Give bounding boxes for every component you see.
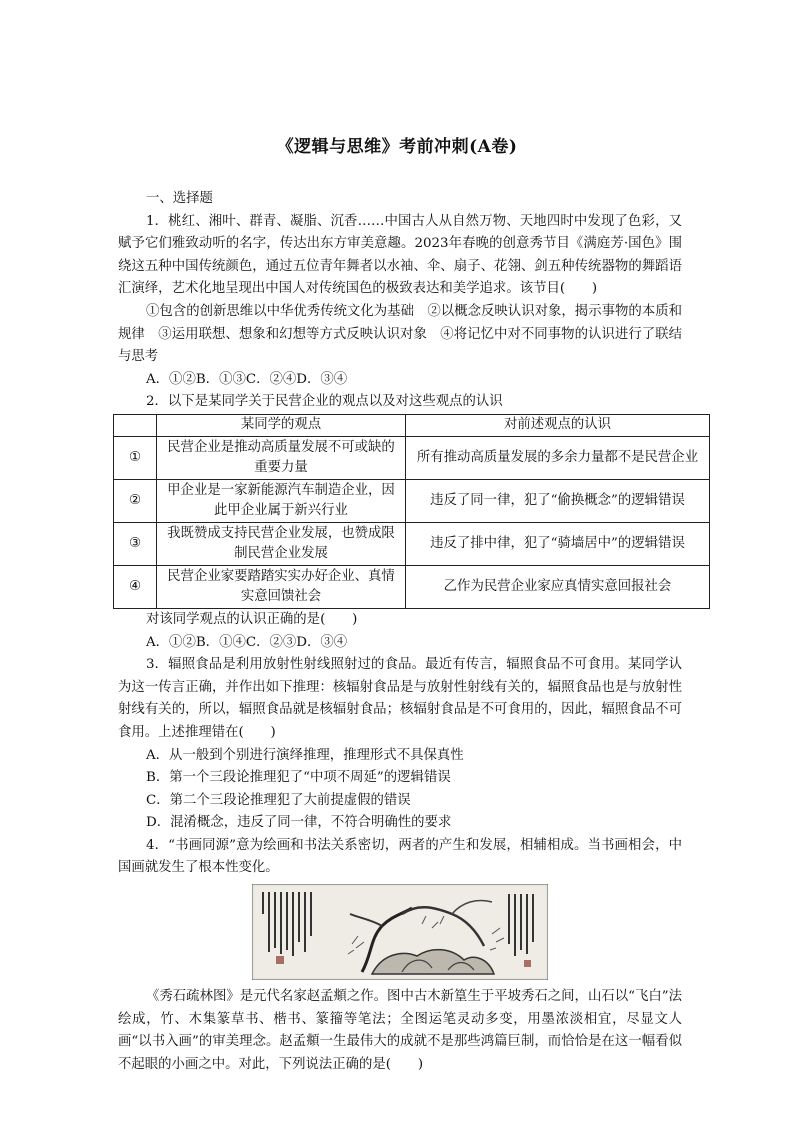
row-number: ④ [114, 565, 157, 608]
row-comment: 所有推动高质量发展的多余力量都不是民营企业 [406, 436, 710, 479]
question-4-caption: 《秀石疏林图》是元代名家赵孟頫之作。图中古木新篁生于平坡秀石之间，山石以“飞白”法绘成，竹、木集篆草书、楷书、篆籀等笔法；全图运笔灵动多变，用墨浓淡相宜，尽显文人画“以书入画”的审美理念。赵孟頫一生最伟大的成就不是那些鸿篇巨制，而恰恰是在这一幅看似不起眼的小画之中。对此，下列说法正确的是( ) [118, 989, 682, 1072]
question-2-options: A．①②B．①④C．②③D．③④ [146, 634, 348, 650]
row-comment: 违反了同一律，犯了“偷换概念”的逻辑错误 [406, 479, 710, 522]
question-3-option-b: B．第一个三段论推理犯了“中项不周延”的逻辑错误 [146, 770, 451, 786]
question-1-options: A．①②B．①③C．②④D．③④ [146, 371, 348, 387]
document-body [118, 188, 699, 1076]
row-view: 甲企业是一家新能源汽车制造企业，因此甲企业属于新兴行业 [157, 479, 406, 522]
question-2-table [113, 414, 710, 609]
question-2-stem: 2．以下是某同学关于民营企业的观点以及对这些观点的认识 [146, 394, 503, 410]
table-header-comment: 对前述观点的认识 [406, 414, 710, 436]
question-3-option-d: D．混淆概念，违反了同一律，不符合明确性的要求 [146, 815, 452, 831]
question-2-prompt: 对该同学观点的认识正确的是( ) [146, 611, 358, 627]
table-row [114, 479, 710, 522]
question-1-stem: 1．桃红、湘叶、群青、凝脂、沉香……中国古人从自然万物、天地四时中发现了色彩，又赋予它们雅致动听的名字，传达出东方审美意趣。2023年春晚的创意秀节目《满庭芳·国色》围绕这五种中国传统颜色，通过五位青年舞者以水袖、伞、扇子、花翎、剑五种传统器物的舞蹈语汇演绎，艺术化地呈现出中国人对传统国色的极致表达和美学追求。该节目( ) [118, 213, 682, 297]
table-row [114, 565, 710, 608]
question-4-stem: 4．“书画同源”意为绘画和书法关系密切，两者的产生和发展，相辅相成。当书画相会，中国画就发生了根本性变化。 [118, 837, 682, 876]
row-number: ① [114, 436, 157, 479]
question-3-stem: 3．辐照食品是利用放射性射线照射过的食品。最近有传言，辐照食品不可食用。某同学认为这一传言正确，并作出如下推理：核辐射食品是与放射性射线有关的，辐照食品也是与放射性射线有关的，所以，辐照食品就是核辐射食品；核辐射食品是不可食用的，因此，辐照食品不可食用。上述推理错在( ) [118, 657, 682, 740]
table-header-view: 某同学的观点 [157, 414, 406, 436]
table-row [114, 522, 710, 565]
painting-image [252, 884, 548, 980]
row-number: ③ [114, 522, 157, 565]
row-comment: 违反了排中律，犯了“骑墙居中”的逻辑错误 [406, 522, 710, 565]
table-header-row [114, 414, 710, 436]
table-row [114, 436, 710, 479]
row-view: 我既赞成支持民营企业发展，也赞成限制民营企业发展 [157, 522, 406, 565]
row-comment: 乙作为民营企业家应真情实意回报社会 [406, 565, 710, 608]
page-title: 《逻辑与思维》考前冲刺(A卷) [276, 137, 518, 157]
section-heading: 一、选择题 [146, 191, 213, 206]
question-3-option-c: C．第二个三段论推理犯了大前提虚假的错误 [146, 792, 411, 808]
row-view: 民营企业家要踏踏实实办好企业、真情实意回馈社会 [157, 565, 406, 608]
table-header-blank [114, 414, 157, 436]
row-view: 民营企业是推动高质量发展不可或缺的重要力量 [157, 436, 406, 479]
question-1-statements: ①包含的创新思维以中华优秀传统文化为基础 ②以概念反映认识对象，揭示事物的本质和规律 ③运用联想、想象和幻想等方式反映认识对象 ④将记忆中对不同事物的认识进行了联结与思考 [118, 303, 682, 365]
question-3-option-a: A．从一般到个别进行演绎推理，推理形式不具保真性 [146, 747, 464, 763]
row-number: ② [114, 479, 157, 522]
